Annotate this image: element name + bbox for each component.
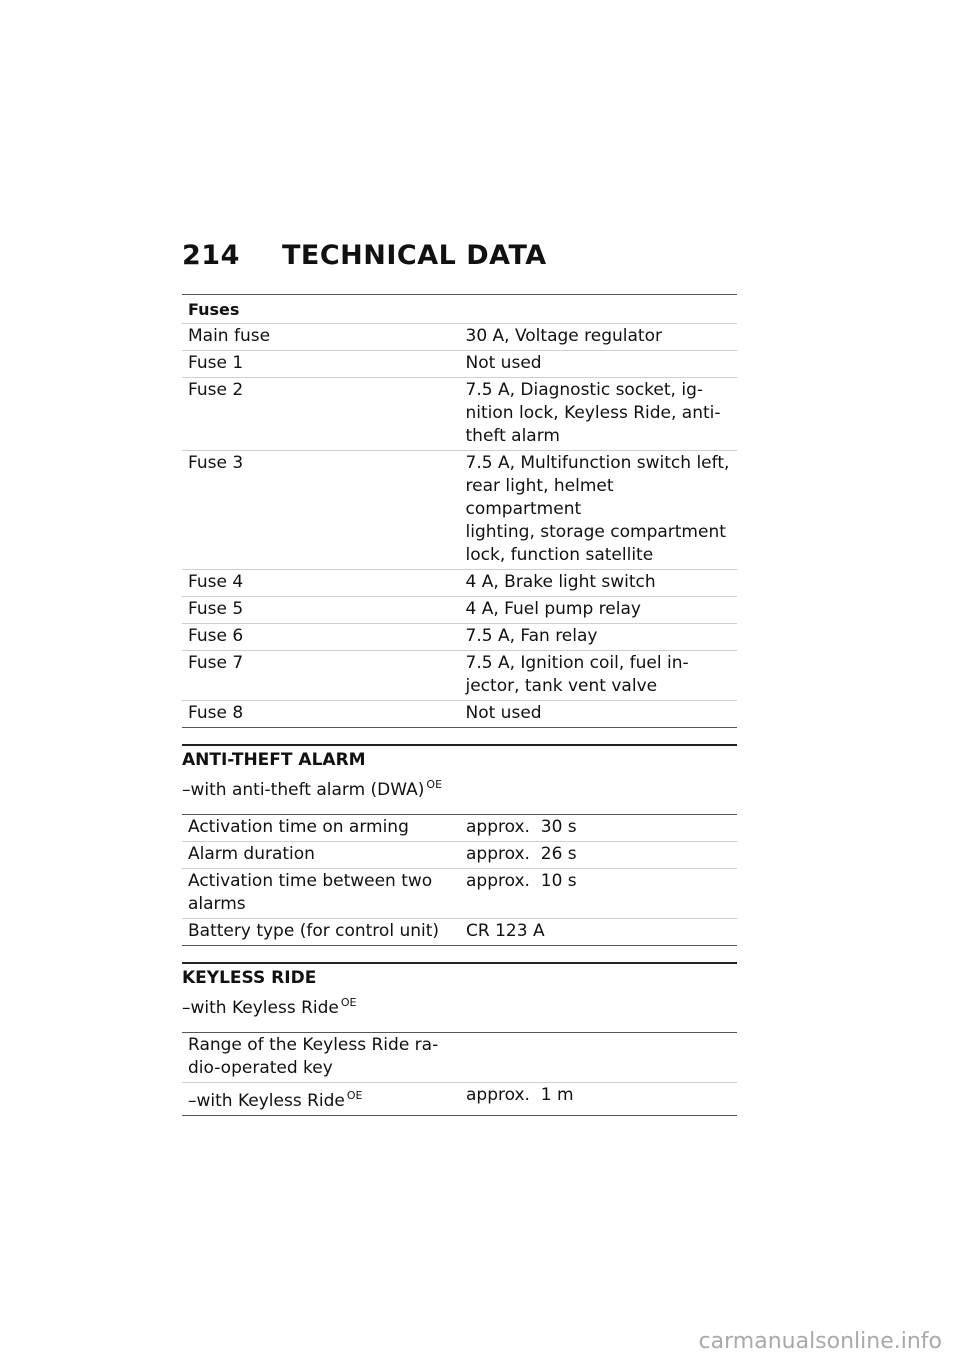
content [182,294,737,1116]
anti-theft-condition [182,778,737,814]
spec-label: Fuse 7 [182,651,460,701]
table-row [182,1083,737,1116]
spec-label: Fuse 6 [182,624,460,651]
spec-value: 7.5 A, Diagnostic socket, ig- nition lock, Keyless Ride, anti- theft alarm [460,378,738,451]
table-row [182,624,737,651]
anti-theft-condition-text: –with anti-theft alarm (DWA) [182,780,425,800]
spec-label: Fuse 4 [182,570,460,597]
spec-value: approx. 10 s [460,869,737,919]
spec-value: approx. 1 m [460,1083,737,1116]
table-row [182,570,737,597]
table-row [182,651,737,701]
spec-value [460,1033,737,1083]
spec-label [182,1083,460,1116]
oe-marker: OE [426,778,443,791]
spec-label: Activation time between two alarms [182,869,460,919]
spec-label: Alarm duration [182,842,460,869]
spec-value: 7.5 A, Multifunction switch left, rear light, helmet compartment lighting, storage compartment lock, function satellite [460,451,738,570]
spec-label: Fuse 2 [182,378,460,451]
spec-label: Main fuse [182,324,460,351]
table-row [182,324,737,351]
keyless-condition [182,996,737,1032]
table-row [182,815,737,842]
fuses-caption: Fuses [182,295,737,324]
table-row [182,842,737,869]
keyless-heading: KEYLESS RIDE [182,962,737,990]
spec-value: 7.5 A, Fan relay [460,624,738,651]
table-row [182,378,737,451]
spec-value: 4 A, Brake light switch [460,570,738,597]
spec-label: Fuse 1 [182,351,460,378]
table-row [182,451,737,570]
table-row [182,919,737,946]
spec-label: Battery type (for control unit) [182,919,460,946]
oe-marker: OE [340,996,357,1009]
page-header [182,240,547,271]
table-row [182,701,737,728]
spec-label: Fuse 8 [182,701,460,728]
spec-label: Range of the Keyless Ride ra- dio-operated key [182,1033,460,1083]
spec-value: Not used [460,701,738,728]
spec-label: Activation time on arming [182,815,460,842]
table-row [182,351,737,378]
spec-label: Fuse 5 [182,597,460,624]
keyless-condition-text: –with Keyless Ride [182,998,339,1018]
spec-value: approx. 30 s [460,815,737,842]
table-row [182,1033,737,1083]
spec-label: Fuse 3 [182,451,460,570]
spec-value: CR 123 A [460,919,737,946]
watermark: carmanualsonline.info [698,1329,942,1354]
page-title: TECHNICAL DATA [282,240,547,271]
spec-label-text: –with Keyless Ride [188,1091,345,1111]
spec-value: 30 A, Voltage regulator [460,324,738,351]
oe-marker: OE [346,1089,363,1102]
spec-value: Not used [460,351,738,378]
spec-value: approx. 26 s [460,842,737,869]
anti-theft-table [182,814,737,946]
table-row [182,869,737,919]
anti-theft-heading: ANTI-THEFT ALARM [182,744,737,772]
page-number: 214 [182,240,240,271]
spec-value: 7.5 A, Ignition coil, fuel in- jector, tank vent valve [460,651,738,701]
table-row [182,597,737,624]
keyless-table [182,1032,737,1116]
fuses-caption-row [182,295,737,324]
fuses-table [182,294,737,728]
spec-value: 4 A, Fuel pump relay [460,597,738,624]
